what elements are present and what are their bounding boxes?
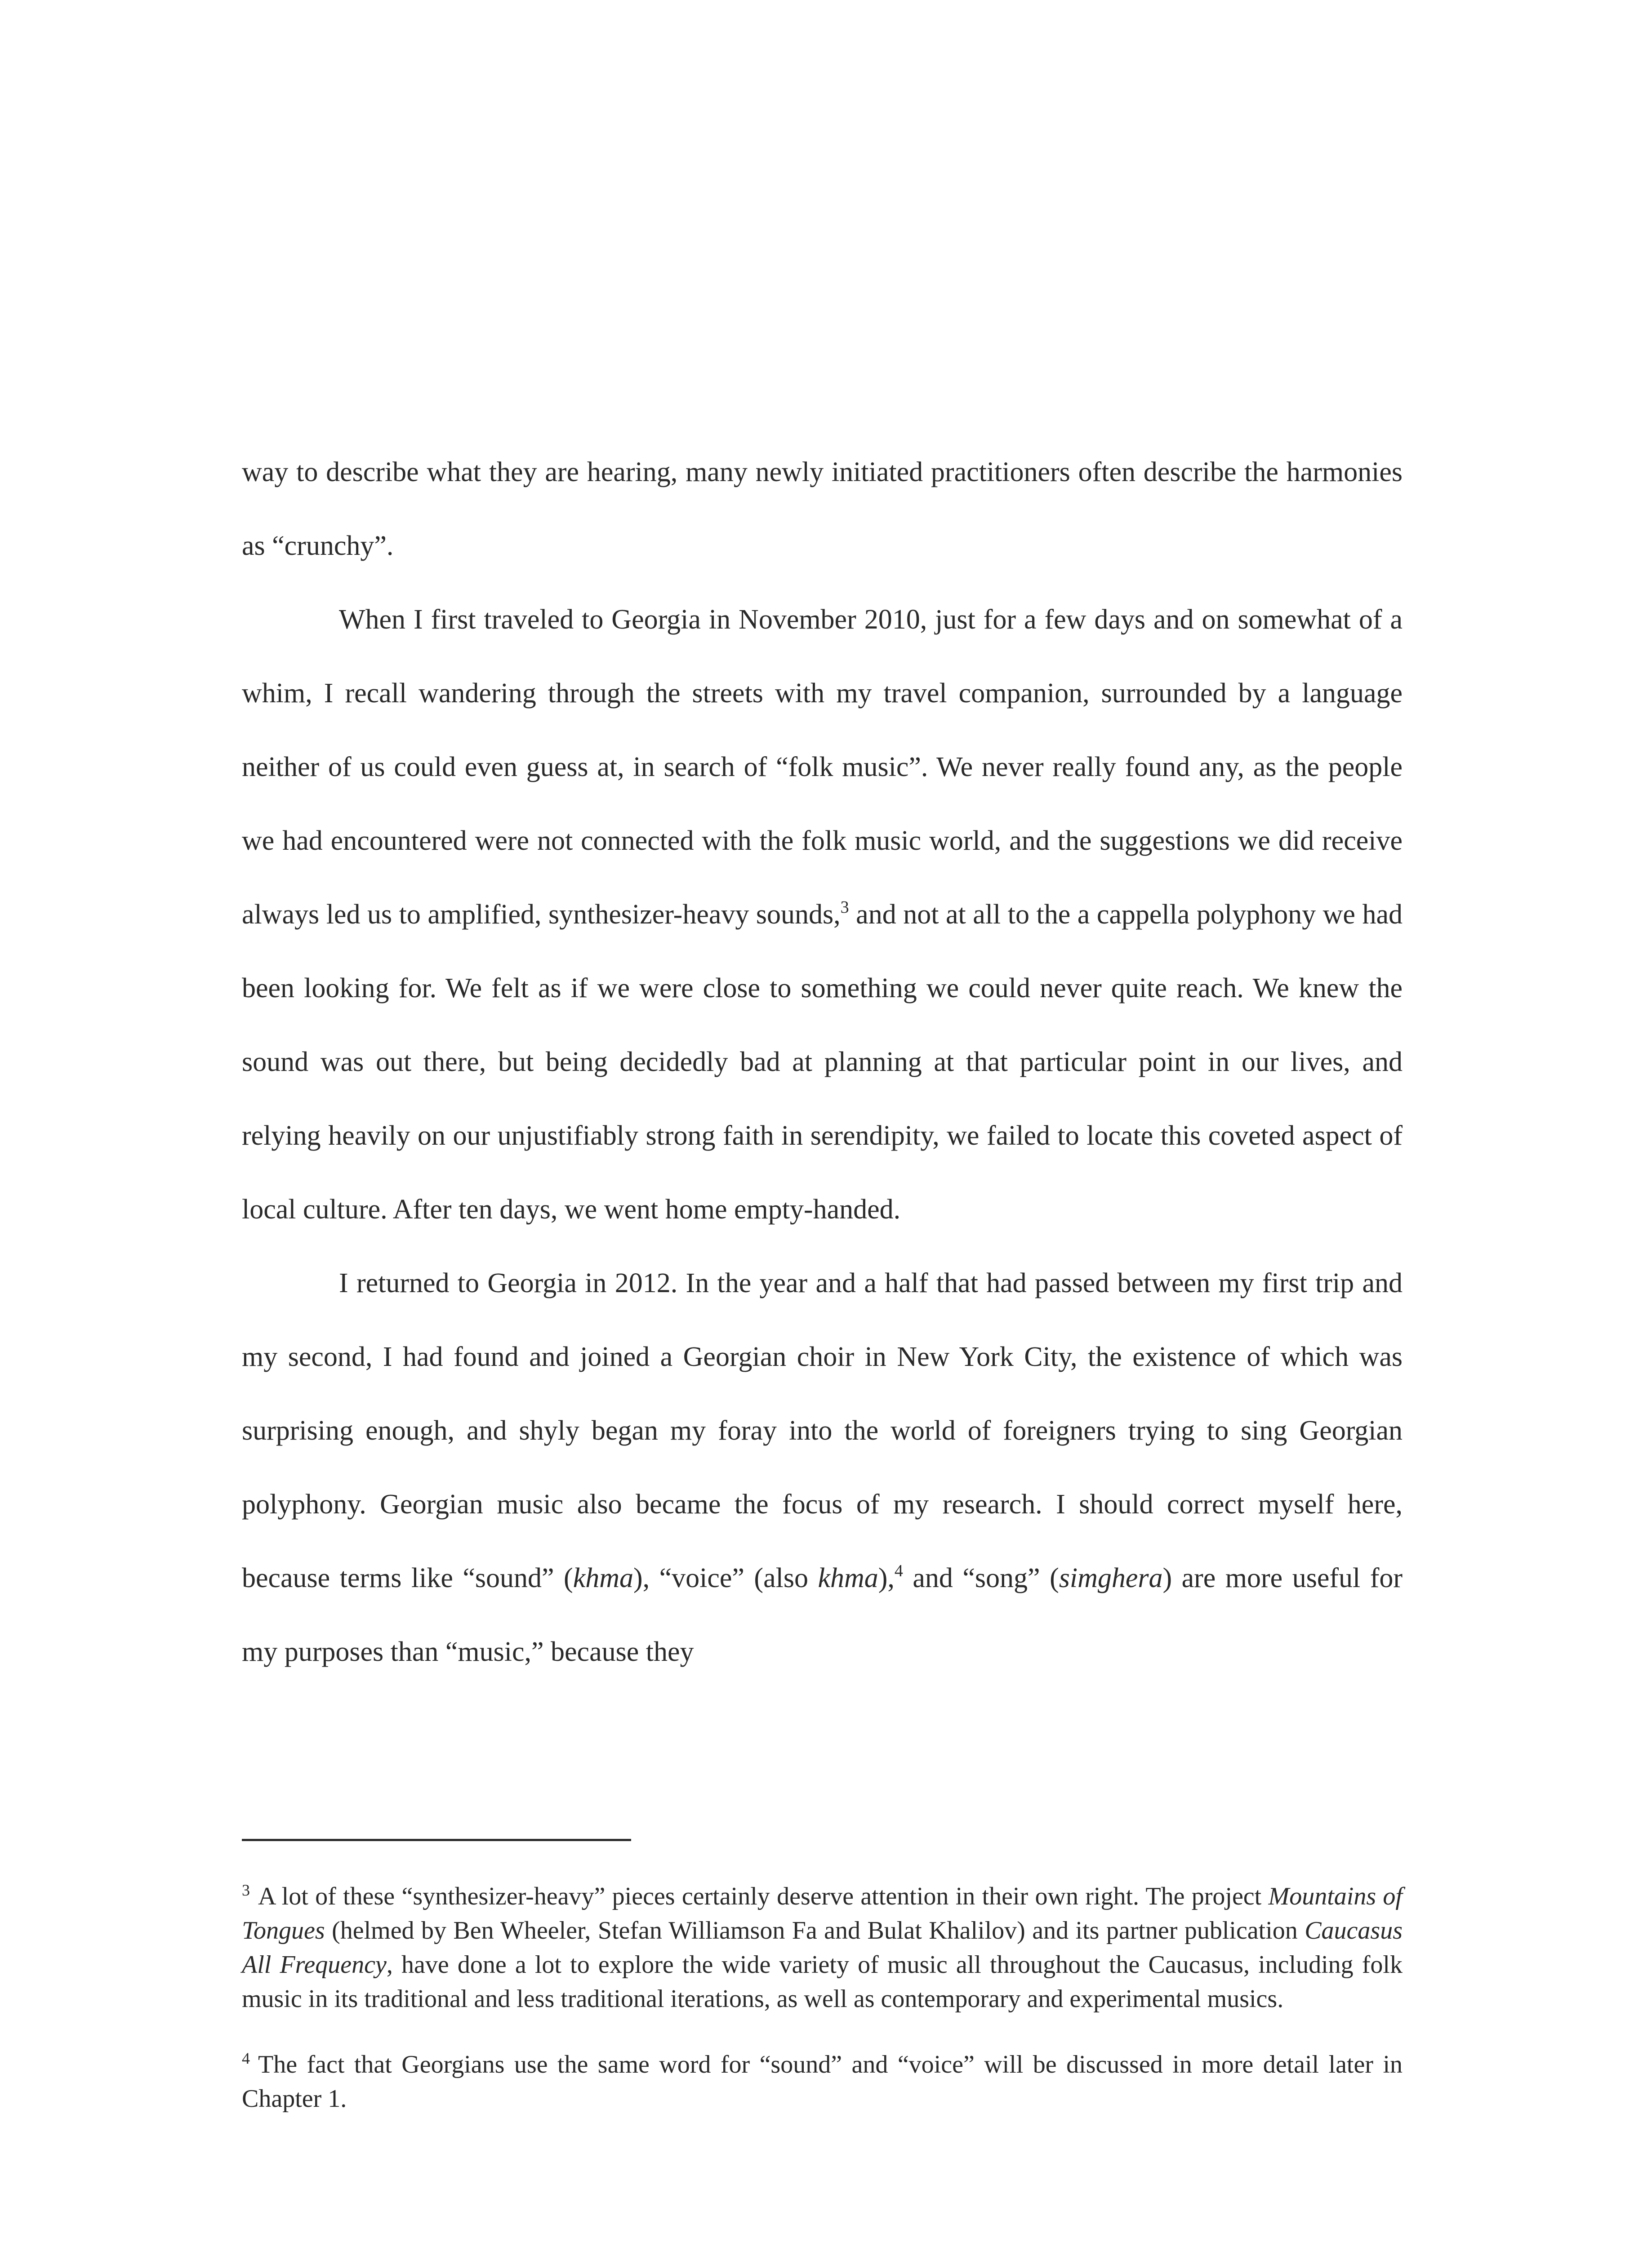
paragraph-3-text-b: ), “voice” (also (633, 1563, 818, 1593)
footnote-3-text-a: A lot of these “synthesizer-heavy” pieces certainly deserve attention in their own right. The project (258, 1882, 1269, 1910)
footnote-3 (242, 1879, 1403, 2016)
term-khma-voice: khma (818, 1563, 878, 1593)
footnote-3-text-b: (helmed by Ben Wheeler, Stefan Williamson Fa and Bulat Khalilov) and its partner publication (325, 1917, 1305, 1945)
footnote-ref-4[interactable]: 4 (894, 1561, 903, 1580)
paragraph-1 (242, 435, 1403, 583)
paragraph-2 (242, 583, 1403, 1246)
paragraph-3-text-e: ) are more useful for my purposes than “music,” because they (242, 1563, 1403, 1667)
footnote-3-title-mountains: Mountains of Tongues (242, 1882, 1403, 1945)
footnote-4-text: The fact that Georgians use the same word for “sound” and “voice” will be discussed in more detail later in Chapter 1. (242, 2051, 1403, 2113)
footnote-separator (242, 1839, 631, 1841)
footnote-3-title-caucasus: Caucasus All Frequency (242, 1917, 1403, 1979)
paragraph-3-text-c: ), (878, 1563, 895, 1593)
paragraph-3-text-d: and “song” ( (903, 1563, 1059, 1593)
paragraph-2-text-b: and not at all to the a cappella polyphony we had been looking for. We felt as if we were close to something we could never quite reach. We knew the sound was out there, but being decidedly bad at planning at that particular point in our lives, and relying heavily on our unjustifiably strong faith in serendipity, we failed to locate this coveted aspect of local culture. After ten days, we went home empty-handed. (242, 899, 1403, 1225)
footnotes-section (242, 1879, 1403, 2147)
paragraph-3-text-a: I returned to Georgia in 2012. In the year and a half that had passed between my first trip and my second, I had found and joined a Georgian choir in New York City, the existence of which was surprising enough, and shyly began my foray into the world of foreigners trying to sing Georgian polyphony. Georgian music also became the focus of my research. I should correct myself here, because terms like “sound” ( (242, 1268, 1403, 1593)
paragraph-2-text-a: When I first traveled to Georgia in November 2010, just for a few days and on somewhat of a whim, I recall wandering through the streets with my travel companion, surrounded by a language neither of us could even guess at, in search of “folk music”. We never really found any, as the people we had encountered were not connected with the folk music world, and the suggestions we did receive always led us to amplified, synthesizer-heavy sounds, (242, 604, 1403, 930)
footnote-4 (242, 2047, 1403, 2116)
term-khma-sound: khma (573, 1563, 633, 1593)
paragraph-1-text: way to describe what they are hearing, many newly initiated practitioners often describe the harmonies as “crunchy”. (242, 457, 1403, 561)
term-simghera: simghera (1059, 1563, 1163, 1593)
footnote-ref-3[interactable]: 3 (840, 898, 849, 917)
paragraph-3 (242, 1246, 1403, 1689)
footnote-3-number: 3 (242, 1881, 250, 1899)
main-text (242, 435, 1403, 1689)
footnote-4-number: 4 (242, 2049, 250, 2067)
footnote-3-text-c: , have done a lot to explore the wide variety of music all throughout the Caucasus, including folk music in its traditional and less traditional iterations, as well as contemporary and experimental musics. (242, 1951, 1403, 2013)
